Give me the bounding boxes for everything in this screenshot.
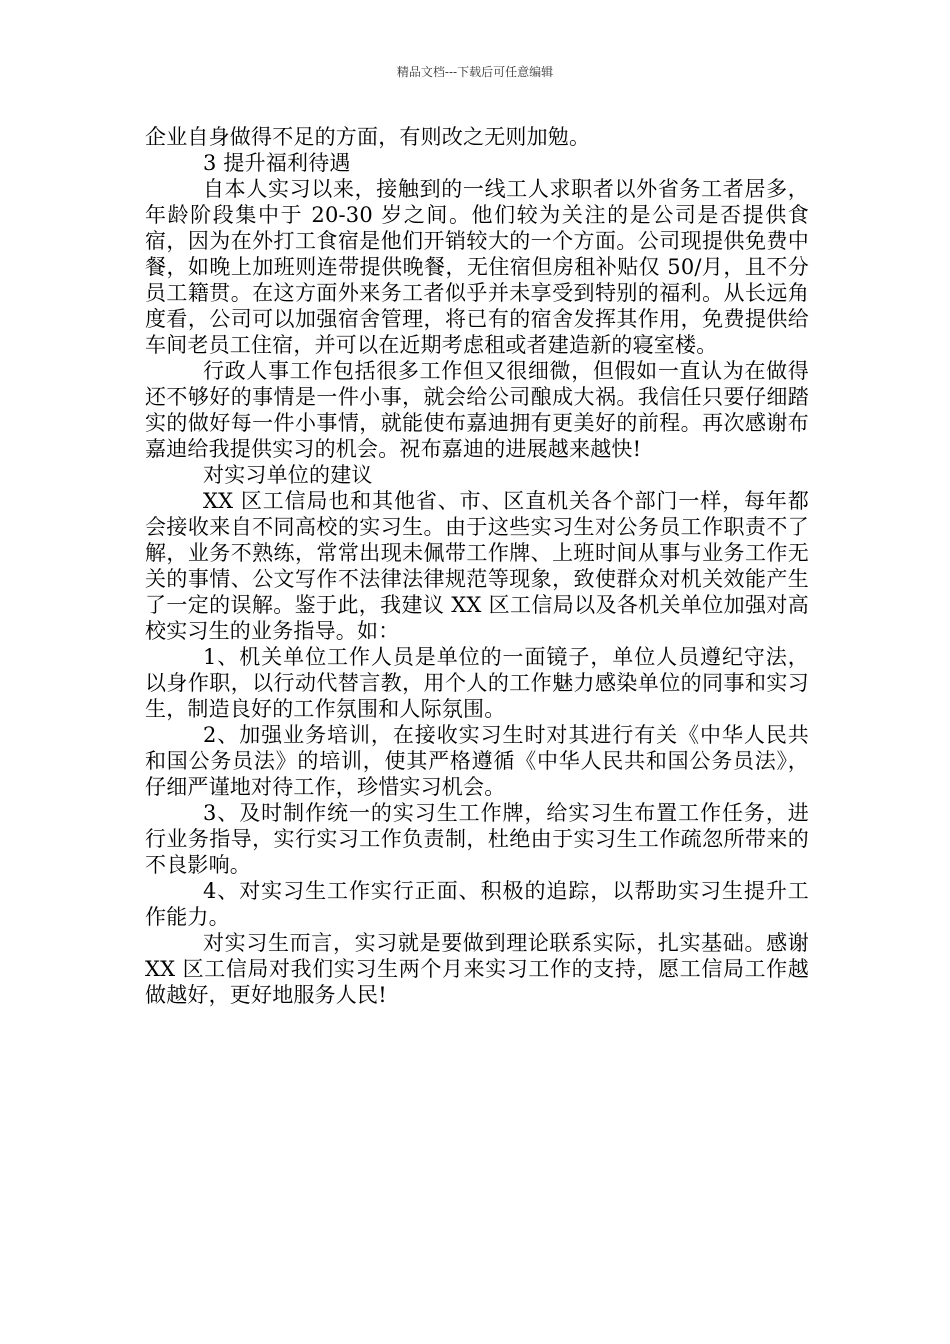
section-heading: 对实习单位的建议	[203, 463, 373, 487]
paragraph: XX 区工信局也和其他省、市、区直机关各个部门一样，每年都会接收来自不同高校的实习生。由于这些实习生对公务员工作职责不了解，业务不熟练，常常出现未佩带工作牌、上班时间从事与业务工作无关的事情、公文写作不法律法律规范等现象，致使群众对机关效能产生了一定的误解。鉴于此，我建议 XX 区工信局以及各机关单位加强对高校实习生的业务指导。如：	[145, 489, 809, 643]
list-item: 4、对实习生工作实行正面、积极的追踪，以帮助实习生提升工作能力。	[145, 879, 809, 929]
document-body	[145, 124, 809, 1008]
paragraph: 行政人事工作包括很多工作但又很细微，但假如一直认为在做得还不够好的事情是一件小事，就会给公司酿成大祸。我信任只要仔细踏实的做好每一件小事情，就能使布嘉迪拥有更美好的前程。再次感谢布嘉迪给我提供实习的机会。祝布嘉迪的进展越来越快!	[145, 359, 809, 461]
page-header: 精品文档---下载后可任意编辑	[396, 65, 554, 79]
section-heading: 3 提升福利待遇	[203, 151, 351, 175]
paragraph: 对实习生而言，实习就是要做到理论联系实际，扎实基础。感谢 XX 区工信局对我们实习生两个月来实习工作的支持，愿工信局工作越做越好，更好地服务人民!	[145, 931, 809, 1007]
list-item: 3、及时制作统一的实习生工作牌，给实习生布置工作任务，进行业务指导，实行实习工作负责制，杜绝由于实习生工作疏忽所带来的不良影响。	[145, 801, 809, 877]
paragraph: 企业自身做得不足的方面，有则改之无则加勉。	[145, 125, 591, 149]
paragraph: 自本人实习以来，接触到的一线工人求职者以外省务工者居多，年龄阶段集中于 20-30 岁之间。他们较为关注的是公司是否提供食宿，因为在外打工食宿是他们开销较大的一个方面。公司现提供免费中餐，如晚上加班则连带提供晚餐，无住宿但房租补贴仅 50/月，且不分员工籍贯。在这方面外来务工者似乎并未享受到特别的福利。从长远角度看，公司可以加强宿舍管理，将已有的宿舍发挥其作用，免费提供给车间老员工住宿，并可以在近期考虑租或者建造新的寝室楼。	[145, 177, 809, 357]
list-item: 1、机关单位工作人员是单位的一面镜子，单位人员遵纪守法，以身作职，以行动代替言教，用个人的工作魅力感染单位的同事和实习生，制造良好的工作氛围和人际氛围。	[145, 645, 809, 721]
list-item: 2、加强业务培训，在接收实习生时对其进行有关《中华人民共和国公务员法》的培训，使其严格遵循《中华人民共和国公务员法》，仔细严谨地对待工作，珍惜实习机会。	[145, 723, 809, 799]
